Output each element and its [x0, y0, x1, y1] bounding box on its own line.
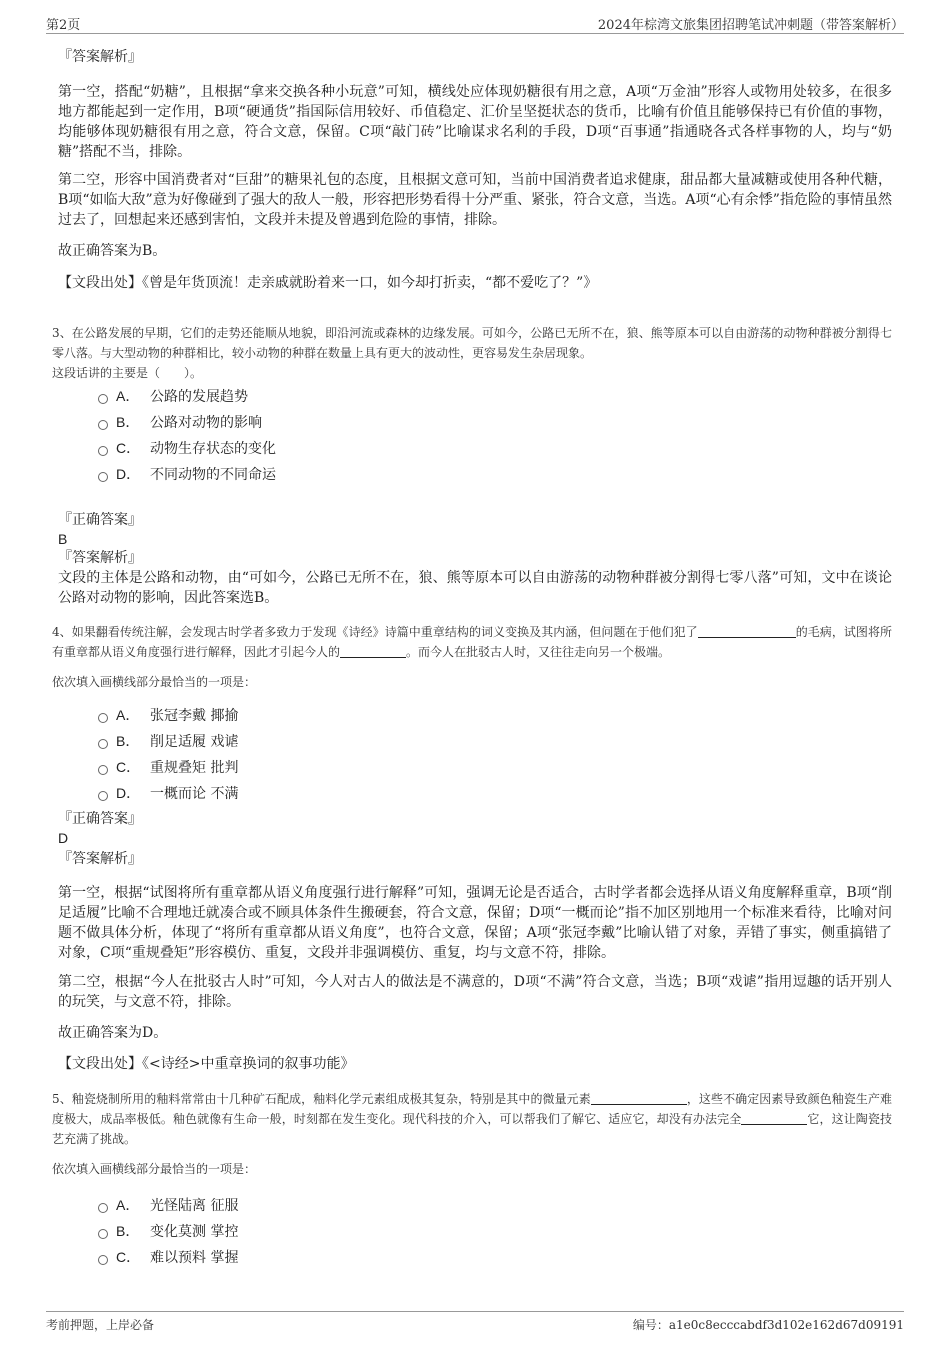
source: [58, 273, 892, 293]
radio-icon[interactable]: [98, 791, 108, 801]
correct-answer: D: [58, 830, 69, 846]
radio-icon[interactable]: [98, 1229, 108, 1239]
option-a[interactable]: A． 公路的发展趋势: [96, 386, 892, 412]
question-5-prompt: 依次填入画横线部分最恰当的一项是：: [52, 1162, 257, 1176]
radio-icon[interactable]: [98, 472, 108, 482]
question-4-analysis-1: 第一空，根据“试图将所有重章都从语义角度强行进行解释”可知，强调无论是否适合，古时学者都会选择从语义角度解释重章，B项“削足适履”比喻不合理地迁就凑合或不顾具体条件生搬硬套，符合文意，保留；D项“一概而论”指不加区别地用一个标准来看待，比喻对问题不做具体分析，体现了“将所有重章都从语义角度”，也符合文意，保留；A项“张冠李戴”比喻认错了对象，弄错了事实，侧重搞错了对象，C项“重规叠矩”形容模仿、重复，文段并非强调模仿、重复，均与文意不符，排除。: [58, 885, 892, 961]
option-a[interactable]: A． 光怪陆离 征服: [96, 1195, 892, 1221]
blank-2: [340, 644, 406, 658]
question-4-prompt: 依次填入画横线部分最恰当的一项是：: [52, 675, 257, 689]
question-5-options: [96, 1195, 892, 1273]
radio-icon[interactable]: [98, 446, 108, 456]
option-a[interactable]: A． 张冠李戴 揶揄: [96, 705, 892, 731]
question-4-text: 4、如果翻看传统注解，会发现古时学者多致力于发现《诗经》诗篇中重章结构的词义变换及其内涵，但问题在于他们犯了 的毛病，试图将所有重章都从语义角度强行进行解释，因此才引起今人的 。而今人在批驳古人时，又往往走向另一个极端。: [52, 625, 892, 659]
option-b[interactable]: B． 削足适履 戏谑: [96, 731, 892, 757]
document-title: 2024年棕湾文旅集团招聘笔试冲刺题（带答案解析）: [597, 18, 904, 33]
conclusion: 故正确答案为B。: [58, 243, 167, 259]
analysis-paragraph-1: 第一空，搭配“奶糖”，且根据“拿来交换各种小玩意”可知，横线处应体现奶糖很有用之意，A项“万金油”形容人或物用处较多，在很多地方都能起到一定作用，B项“硬通货”指国际信用较好、币值稳定、汇价呈坚挺状态的货币，比喻有价值且能够保持已有价值的事物，均能够体现奶糖很有用之意，符合文意，保留。C项“敲门砖”比喻谋求名利的手段，D项“百事通”指通晓各式各样事物的人，均与“奶糖”搭配不当，排除。: [58, 84, 892, 160]
radio-icon[interactable]: [98, 765, 108, 775]
source: [58, 1054, 892, 1074]
radio-icon[interactable]: [98, 713, 108, 723]
option-b[interactable]: B． 变化莫测 掌控: [96, 1221, 892, 1247]
correct-answer-label: 『正确答案』: [58, 512, 142, 528]
document-body: [52, 40, 892, 1273]
page-footer: [46, 1311, 904, 1337]
conclusion: 故正确答案为D。: [58, 1025, 168, 1041]
question-3-options: [96, 386, 892, 490]
option-c[interactable]: C． 重规叠矩 批判: [96, 757, 892, 783]
option-d[interactable]: D． 一概而论 不满: [96, 783, 892, 809]
question-4-options: [96, 705, 892, 809]
question-3-text: 3、在公路发展的早期，它们的走势还能顺从地貌，即沿河流或森林的边缘发展。可如今，公路已无所不在，狼、熊等原本可以自由游荡的动物种群被分割得七零八落。与大型动物的种群相比，较小动物的种群在数量上具有更大的波动性，更容易发生杂居现象。: [52, 326, 892, 360]
question-3-prompt: 这段话讲的主要是（ ）。: [52, 366, 203, 380]
option-d[interactable]: D． 不同动物的不同命运: [96, 464, 892, 490]
radio-icon[interactable]: [98, 1203, 108, 1213]
question-5-text: 5、釉瓷烧制所用的釉料常常由十几种矿石配成，釉料化学元素组成极其复杂，特别是其中的微量元素 ，这些不确定因素导致颜色釉瓷生产难度极大，成品率极低。釉色就像有生命一般，时刻都在发生变化。现代科技的介入，可以帮我们了解它、适应它，却没有办法完全 它，这让陶瓷技艺充满了挑战。: [52, 1092, 892, 1146]
correct-answer: B: [58, 531, 68, 547]
footer-slogan: 考前押题，上岸必备: [46, 1318, 155, 1332]
analysis-label: 『答案解析』: [58, 851, 142, 867]
analysis-label: 『答案解析』: [58, 550, 142, 566]
radio-icon[interactable]: [98, 1255, 108, 1265]
radio-icon[interactable]: [98, 420, 108, 430]
analysis-paragraph-2: 第二空，形容中国消费者对“巨甜”的糖果礼包的态度，且根据文意可知，当前中国消费者追求健康，甜品都大量减糖或使用各种代糖，B项“如临大敌”意为好像碰到了强大的敌人一般，形容把形势看得十分严重、紧张，符合文意，当选。A项“心有余悸”指危险的事情虽然过去了，回想起来还感到害怕，文段并未提及曾遇到危险的事情，排除。: [58, 172, 892, 228]
option-c[interactable]: C． 动物生存状态的变化: [96, 438, 892, 464]
radio-icon[interactable]: [98, 394, 108, 404]
source-text: 《曾是年货顶流！走亲戚就盼着来一口，如今却打折卖，“都不爱吃了？”》: [142, 275, 598, 291]
blank-2: [741, 1111, 807, 1125]
document-id: 编号：a1e0c8ecccabdf3d102e162d67d09191: [632, 1318, 904, 1332]
question-4-analysis-2: 第二空，根据“今人在批驳古人时”可知，今人对古人的做法是不满意的，D项“不满”符合文意，当选；B项“戏谑”指用逗趣的话开别人的玩笑，与文意不符，排除。: [58, 974, 892, 1010]
option-c[interactable]: C． 难以预料 掌握: [96, 1247, 892, 1273]
source-text: 《<诗经>中重章换词的叙事功能》: [142, 1056, 355, 1072]
correct-answer-label: 『正确答案』: [58, 811, 142, 827]
source-label: 【文段出处】: [58, 1056, 142, 1072]
analysis-label: 『答案解析』: [58, 49, 142, 65]
question-3-analysis: 文段的主体是公路和动物，由“可如今，公路已无所不在，狼、熊等原本可以自由游荡的动物种群被分割得七零八落”可知，文中在谈论公路对动物的影响，因此答案选B。: [58, 570, 892, 606]
option-b[interactable]: B． 公路对动物的影响: [96, 412, 892, 438]
radio-icon[interactable]: [98, 739, 108, 749]
blank-1: [698, 624, 796, 638]
blank-1: [591, 1091, 687, 1105]
page-number: 第2页: [46, 18, 81, 33]
page-header: [46, 12, 904, 34]
source-label: 【文段出处】: [58, 275, 142, 291]
